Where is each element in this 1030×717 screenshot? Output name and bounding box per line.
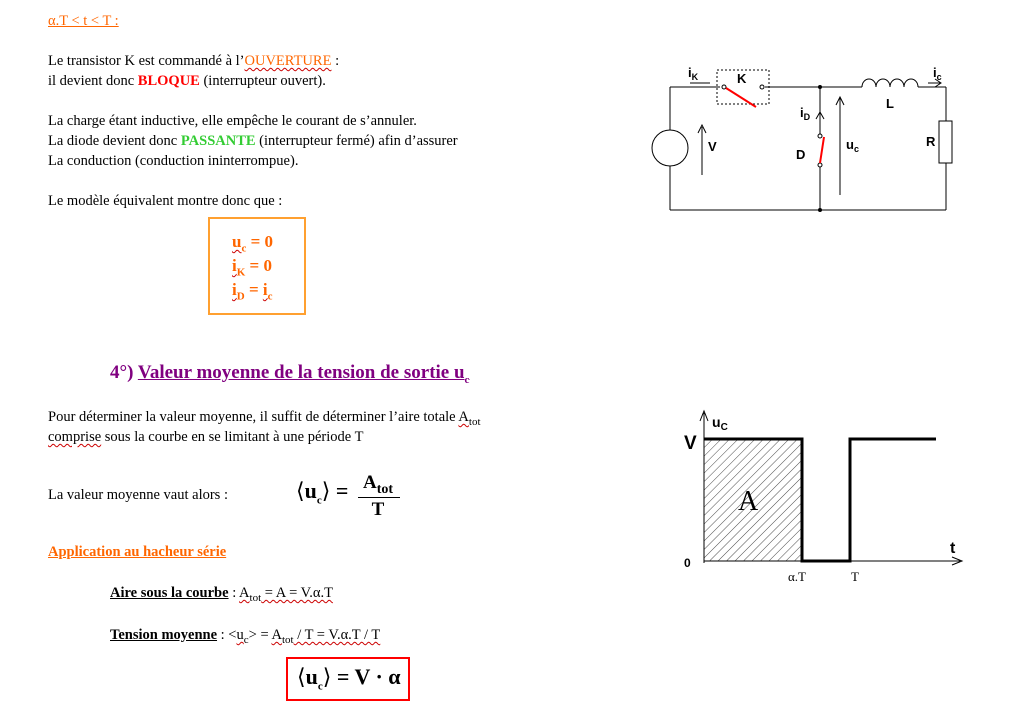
sym: u (236, 627, 244, 643)
sub: tot (468, 415, 481, 428)
eq-symbol (232, 232, 247, 255)
eq-sym: i (232, 280, 237, 299)
result-sub: c (317, 680, 323, 693)
paragraph2-line1: La charge étant inductive, elle empêche le courant de s’annuler. (48, 113, 417, 129)
condition-header: α.T < t < T : (48, 13, 119, 29)
junction-dot (818, 85, 822, 89)
angle-right: ⟩ (321, 478, 331, 503)
equation-uc (232, 232, 273, 254)
eq-rest: = 0 (245, 256, 272, 275)
section-number: 4°) (110, 362, 138, 383)
tick-zero: 0 (684, 556, 691, 570)
mid: > = (248, 627, 272, 643)
area-under-curve-line (110, 584, 333, 607)
eq-rest: = 0 (246, 232, 274, 251)
label-id: $i_D$ (800, 105, 811, 122)
label-d: D (796, 147, 806, 162)
tick-alpha-t: α.T (788, 569, 807, 584)
angle-right: ⟩ (322, 664, 332, 689)
paragraph3-line1: Le modèle équivalent montre donc que : (48, 193, 283, 209)
label-uc: $u_c$ (846, 137, 859, 154)
equations-box (208, 217, 306, 315)
text-segment: : (331, 53, 340, 69)
uc-waveform-graph (670, 405, 970, 595)
sym: A (271, 627, 282, 643)
result-formula (297, 664, 401, 692)
eq-sym: u (232, 232, 242, 251)
mean-label: Tension moyenne (110, 627, 218, 643)
keyword-bloque: BLOQUE (137, 73, 200, 89)
result-sym: u (305, 664, 318, 689)
text-segment: (interrupteur fermé) afin d’assurer (255, 133, 458, 149)
label-r: R (926, 134, 936, 149)
label-v: V (708, 139, 717, 154)
sub: tot (281, 633, 294, 646)
fraction-numerator (356, 472, 400, 498)
text-segment: (interrupteur ouvert). (199, 73, 326, 89)
y-axis-label: $u_C$ (712, 414, 728, 433)
atot-symbol (239, 585, 262, 604)
diode-d-switch (820, 137, 824, 163)
label-l: L (886, 96, 894, 111)
angle-left: ⟨ (297, 664, 306, 689)
junction-dot (818, 208, 822, 212)
text-segment: comprise (48, 429, 102, 445)
text-segment: il devient donc (48, 73, 138, 89)
fraction-denominator: T (371, 499, 385, 520)
num-sub: tot (376, 481, 394, 497)
mean-value-label: La valeur moyenne vaut alors : (48, 487, 228, 503)
fraction-bar (358, 497, 400, 498)
sep: : < (217, 627, 237, 643)
section-title-text (137, 362, 470, 386)
x-axis-label-t: t (950, 540, 956, 557)
equation-id (232, 280, 273, 302)
paragraph4-line2 (48, 428, 363, 446)
paragraph1-line1 (48, 52, 339, 70)
eq-symbol (232, 280, 245, 303)
paragraph1-line2 (48, 72, 326, 90)
resistor-icon (939, 121, 952, 163)
keyword-ouverture: OUVERTURE (244, 53, 332, 69)
text-segment: Le transistor K est commandé à l’ (48, 53, 245, 69)
switch-terminal (760, 85, 764, 89)
paragraph2-line3: La conduction (conduction ininterrompue). (48, 153, 299, 169)
atot-symbol (271, 627, 294, 646)
sym: A (239, 585, 250, 601)
paragraph2-line2 (48, 132, 458, 150)
title-sub: c (464, 373, 470, 386)
equation-ik (232, 256, 272, 278)
sym: A (458, 409, 469, 425)
num-sym: A (362, 472, 377, 493)
lhs-sym: u (304, 478, 317, 503)
title-text: Valeur moyenne de la tension de sortie u (137, 362, 465, 383)
eq-mid: = (244, 280, 263, 299)
sub: c (243, 633, 249, 646)
lhs-sub: c (316, 494, 322, 507)
mean-value-lhs (296, 478, 348, 506)
tick-t: T (851, 569, 859, 584)
sep: : (228, 585, 240, 601)
eq-sub: c (267, 290, 273, 303)
eq-sym: i (262, 280, 268, 299)
inductor-icon (862, 79, 918, 87)
mean-rest: / T = V.α.T / T (293, 627, 381, 643)
tick-v: V (684, 433, 697, 454)
eq-symbol (262, 280, 273, 303)
equals-sign: = (330, 478, 349, 503)
switch-terminal (722, 85, 726, 89)
text-segment: La diode devient donc (48, 133, 181, 149)
area-label: Aire sous la courbe (110, 585, 229, 601)
section-4-title (110, 362, 469, 386)
eq-sub: D (236, 290, 245, 303)
mean-voltage-line (110, 626, 380, 649)
label-ic: $i_c$ (933, 65, 942, 82)
voltage-source-icon (652, 130, 688, 166)
chopper-circuit-diagram (640, 55, 960, 225)
eq-sym: i (232, 256, 237, 275)
eq-sub: K (236, 266, 246, 279)
label-ik: $i_K$ (688, 65, 699, 82)
area-rest: = A = V.α.T (261, 585, 333, 601)
result-rhs: = V · α (336, 664, 401, 689)
eq-sub: c (241, 242, 247, 255)
application-title: Application au hacheur série (48, 544, 227, 560)
sub: tot (249, 591, 262, 604)
text-segment: Pour déterminer la valeur moyenne, il suffit de déterminer l’aire totale (48, 409, 459, 425)
text-segment: sous la courbe en se limitant à une période T (101, 429, 364, 445)
diode-terminal (818, 163, 822, 167)
atot-symbol (458, 409, 481, 428)
label-k: K (737, 71, 747, 86)
uc-symbol (236, 627, 249, 646)
diode-terminal (818, 134, 822, 138)
area-label-a: A (738, 486, 759, 517)
angle-left: ⟨ (296, 478, 305, 503)
eq-symbol (232, 256, 246, 279)
keyword-passante: PASSANTE (180, 133, 256, 149)
